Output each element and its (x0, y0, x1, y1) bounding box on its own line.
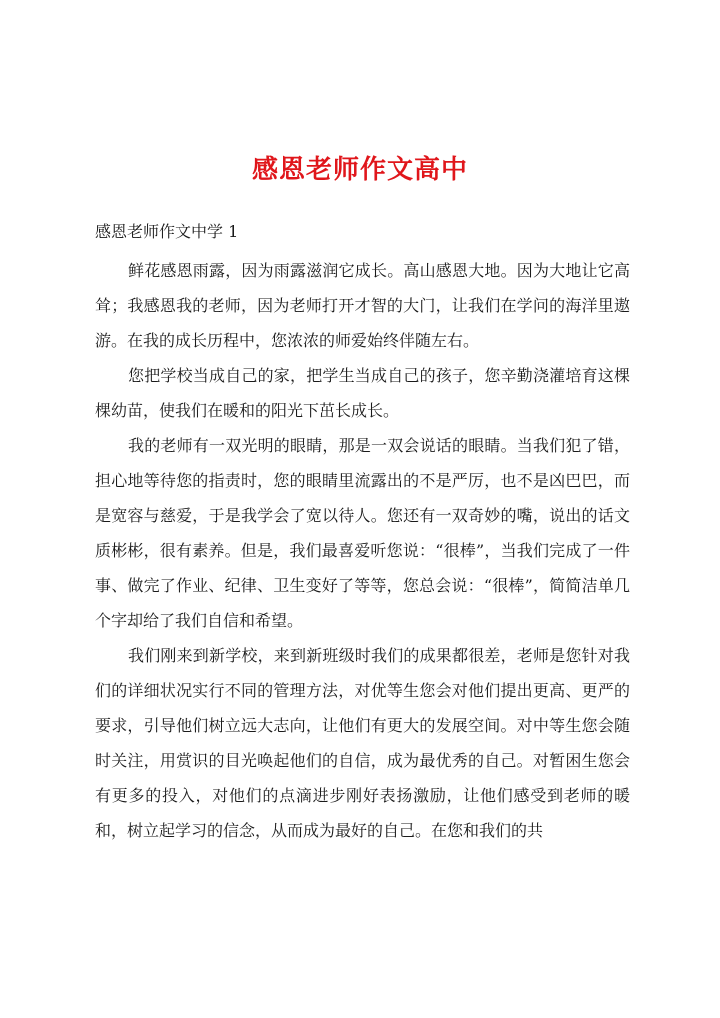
document-body (95, 253, 630, 848)
paragraph: 我的老师有一双光明的眼睛，那是一双会说话的眼睛。当我们犯了错，担心地等待您的指责时，您的眼睛里流露出的不是严厉，也不是凶巴巴，而是宽容与慈爱，于是我学会了宽以待人。您还有一双奇妙的嘴，说出的话文质彬彬，很有素养。但是，我们最喜爱听您说：“很棒”，当我们完成了一件事、做完了作业、纪律、卫生变好了等等，您总会说：“很棒”，简简洁单几个字却给了我们自信和希望。 (95, 436, 630, 630)
paragraph: 您把学校当成自己的家，把学生当成自己的孩子，您辛勤浇灌培育这棵棵幼苗，使我们在暖和的阳光下茁长成长。 (95, 366, 630, 420)
paragraph: 鲜花感恩雨露，因为雨露滋润它成长。高山感恩大地。因为大地让它高耸；我感恩我的老师，因为老师打开才智的大门，让我们在学问的海洋里遨游。在我的成长历程中，您浓浓的师爱始终伴随左右。 (95, 261, 630, 350)
paragraph: 我们刚来到新学校，来到新班级时我们的成果都很差，老师是您针对我们的详细状况实行不同的管理方法，对优等生您会对他们提出更高、更严的要求，引导他们树立远大志向，让他们有更大的发展空间。对中等生您会随时关注，用赏识的目光唤起他们的自信，成为最优秀的自己。对暂困生您会有更多的投入，对他们的点滴进步刚好表扬激励，让他们感受到老师的暖和，树立起学习的信念，从而成为最好的自己。在您和我们的共 (95, 646, 630, 840)
section-heading: 感恩老师作文中学 1 (95, 222, 239, 241)
document-title: 感恩老师作文高中 (251, 155, 468, 185)
